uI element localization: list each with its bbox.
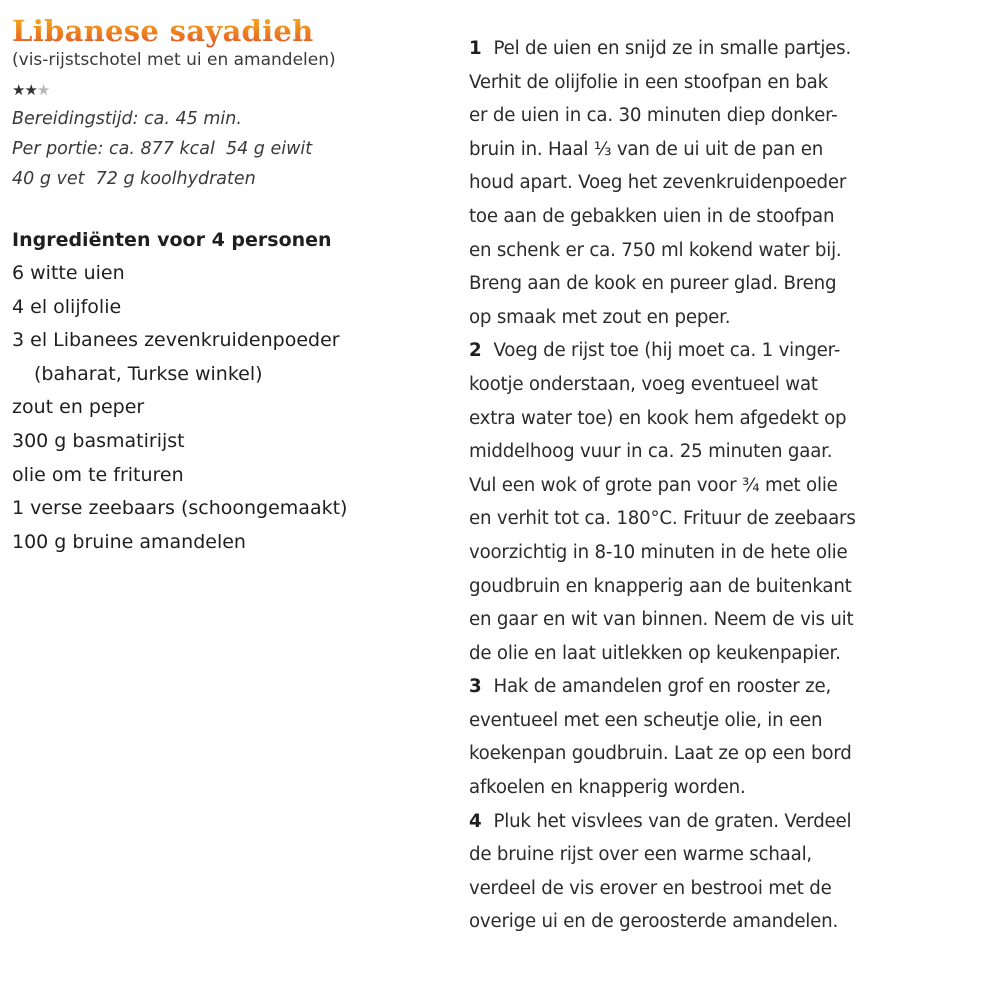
step-number: 3 — [469, 676, 482, 698]
step-number: 2 — [469, 340, 482, 362]
step-line: Vul een wok of grote pan voor ¾ met olie — [469, 474, 838, 496]
step-number: 4 — [469, 810, 482, 832]
step-line — [469, 32, 984, 66]
step-line: en verhit tot ca. 180°C. Frituur de zeebaars — [469, 508, 856, 530]
step-text: Pluk het visvlees van de graten. Verdeel — [493, 810, 852, 832]
step-line: op smaak met zout en peper. — [469, 306, 731, 328]
step-line: er de uien in ca. 30 minuten diep donker- — [469, 105, 838, 127]
ingredient-item: 300 g basmatirijst — [12, 429, 185, 452]
step-line: overige ui en de geroosterde amandelen. — [469, 911, 839, 933]
step-line: de bruine rijst over een warme schaal, — [469, 844, 813, 866]
ingredients-list — [12, 257, 432, 559]
prep-time: Bereidingstijd: ca. 45 min. — [12, 109, 242, 129]
ingredient-item: 3 el Libanees zevenkruidenpoeder — [12, 329, 340, 352]
step-line: en schenk er ca. 750 ml kokend water bij. — [469, 239, 842, 261]
recipe-info-column — [12, 14, 432, 559]
step-3 — [469, 670, 984, 804]
nutrition-line-2: 40 g vet 72 g koolhydraten — [12, 169, 256, 189]
step-4 — [469, 805, 984, 939]
ingredients-header: Ingrediënten voor 4 personen — [12, 229, 332, 251]
step-text: Hak de amandelen grof en rooster ze, — [493, 676, 832, 698]
recipe-subtitle: (vis-rijstschotel met ui en amandelen) — [12, 50, 336, 70]
step-line: en gaar en wit van binnen. Neem de vis uit — [469, 609, 854, 631]
step-line: afkoelen en knapperig worden. — [469, 777, 746, 799]
recipe-title: Libanese sayadieh — [12, 14, 314, 48]
step-line: extra water toe) en kook hem afgedekt op — [469, 407, 847, 429]
step-line: houd apart. Voeg het zevenkruidenpoeder — [469, 172, 847, 194]
step-line: Verhit de olijfolie in een stoofpan en bak — [469, 71, 828, 93]
ingredient-item: olie om te frituren — [12, 463, 184, 486]
star-filled-icon: ★ — [24, 81, 37, 99]
step-line: Breng aan de kook en pureer glad. Breng — [469, 273, 837, 295]
ingredient-item: 100 g bruine amandelen — [12, 530, 246, 553]
ingredient-item: 1 verse zeebaars (schoongemaakt) — [12, 497, 348, 520]
star-empty-icon: ★ — [36, 81, 50, 99]
step-number: 1 — [469, 38, 482, 59]
step-line: verdeel de vis erover en bestrooi met de — [469, 877, 832, 899]
ingredient-item: 6 witte uien — [12, 262, 125, 284]
step-line: koekenpan goudbruin. Laat ze op een bord — [469, 743, 852, 765]
ingredients-section — [12, 224, 432, 559]
step-line: goudbruin en knapperig aan de buitenkant — [469, 575, 852, 597]
step-2 — [469, 334, 984, 670]
ingredient-item: zout en peper — [12, 396, 145, 419]
step-line: middelhoog vuur in ca. 25 minuten gaar. — [469, 441, 833, 463]
nutrition-line-1: Per portie: ca. 877 kcal 54 g eiwit — [12, 139, 313, 159]
ingredient-item: 4 el olijfolie — [12, 295, 122, 318]
step-text: Pel de uien en snijd ze in smalle partjes. — [493, 38, 852, 59]
step-line: de olie en laat uitlekken op keukenpapier. — [469, 642, 841, 664]
step-1 — [469, 32, 984, 334]
difficulty-rating — [12, 78, 432, 102]
step-line — [469, 670, 984, 704]
step-line: bruin in. Haal ⅓ van de ui uit de pan en — [469, 138, 824, 160]
step-line: voorzichtig in 8-10 minuten in de hete olie — [469, 541, 848, 563]
step-line — [469, 334, 984, 368]
step-line: kootje onderstaan, voeg eventueel wat — [469, 373, 818, 395]
step-line — [469, 805, 984, 839]
ingredient-item-note: (baharat, Turkse winkel) — [34, 362, 263, 385]
preparation-steps-column — [469, 32, 984, 939]
star-filled-icon: ★ — [12, 81, 25, 99]
step-line: toe aan de gebakken uien in de stoofpan — [469, 205, 835, 227]
step-line: eventueel met een scheutje olie, in een — [469, 709, 823, 731]
step-text: Voeg de rijst toe (hij moet ca. 1 vinger- — [493, 340, 841, 362]
recipe-meta — [12, 104, 432, 194]
